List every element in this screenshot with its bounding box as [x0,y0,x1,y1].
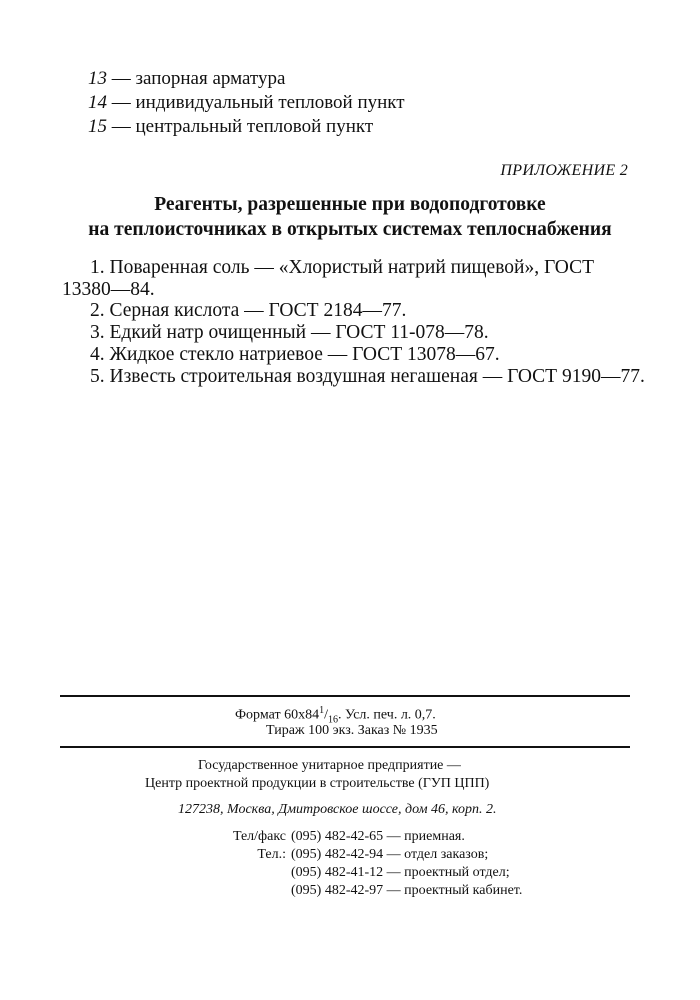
contact-label: Тел/факс [232,829,286,844]
contact-label: Тел.: [257,847,286,862]
legend-text: — индивидуальный тепловой пункт [107,92,405,113]
format-suffix: . Усл. печ. л. 0,7. [337,707,436,723]
contact-dept: — проектный отдел; [386,865,510,880]
contact-phone: (095) 482-42-97 [291,883,384,898]
contact-phone: (095) 482-42-94 [291,847,384,862]
imprint-format: Формат $60х84^1/_{16}$. Усл. печ. л. 0,7. [235,705,436,726]
imprint-bottom-rule [60,746,630,748]
publisher-line-1: Государственное унитарное предприятие — [198,758,461,773]
imprint-top-rule [60,695,630,697]
reagent-item-1-continuation: 13380—84. [62,279,155,300]
contact-line-1 [291,829,465,845]
legend-number: 13 [88,68,107,89]
imprint-run: Тираж 100 экз. Заказ № 1935 [266,723,438,738]
reagent-item-5: 5. Известь строительная воздушная негашеная — ГОСТ 9190—77. [90,366,645,387]
legend-number: 15 [88,116,107,137]
reagent-item-4: 4. Жидкое стекло натриевое — ГОСТ 13078—67. [90,344,500,365]
reagent-item-3: 3. Едкий натр очищенный — ГОСТ 11-078—78. [90,322,489,343]
contact-line-4 [291,883,522,899]
reagent-item-1: 1. Поваренная соль — «Хлористый натрий пищевой», ГОСТ [90,257,594,278]
section-title-line-2: на теплоисточниках в открытых системах теплоснабжения [88,219,612,240]
contact-line-3 [291,865,510,881]
legend-text: — запорная арматура [107,68,286,89]
contact-dept: — отдел заказов; [386,847,489,862]
format-prefix: Формат 60х84 [235,707,320,723]
contact-dept: — приемная. [386,829,465,844]
reagent-item-2: 2. Серная кислота — ГОСТ 2184—77. [90,300,407,321]
section-title-line-1: Реагенты, разрешенные при водоподготовке [154,194,546,215]
legend-text: — центральный тепловой пункт [107,116,374,137]
appendix-label: ПРИЛОЖЕНИЕ 2 [500,162,628,179]
legend-item-13 [88,68,285,90]
format-sup: 1 [319,705,325,716]
legend-item-14 [88,92,405,114]
publisher-line-2: Центр проектной продукции в строительстве (ГУП ЦПП) [145,776,490,791]
legend-item-15 [88,116,373,138]
contact-dept: — проектный кабинет. [386,883,523,898]
format-sub: 16 [327,714,338,726]
legend-number: 14 [88,92,107,113]
contact-phone: (095) 482-41-12 [291,865,384,880]
publisher-address: 127238, Москва, Дмитровское шоссе, дом 46, корп. 2. [178,802,497,817]
contact-line-2 [291,847,488,863]
contact-phone: (095) 482-42-65 [291,829,384,844]
